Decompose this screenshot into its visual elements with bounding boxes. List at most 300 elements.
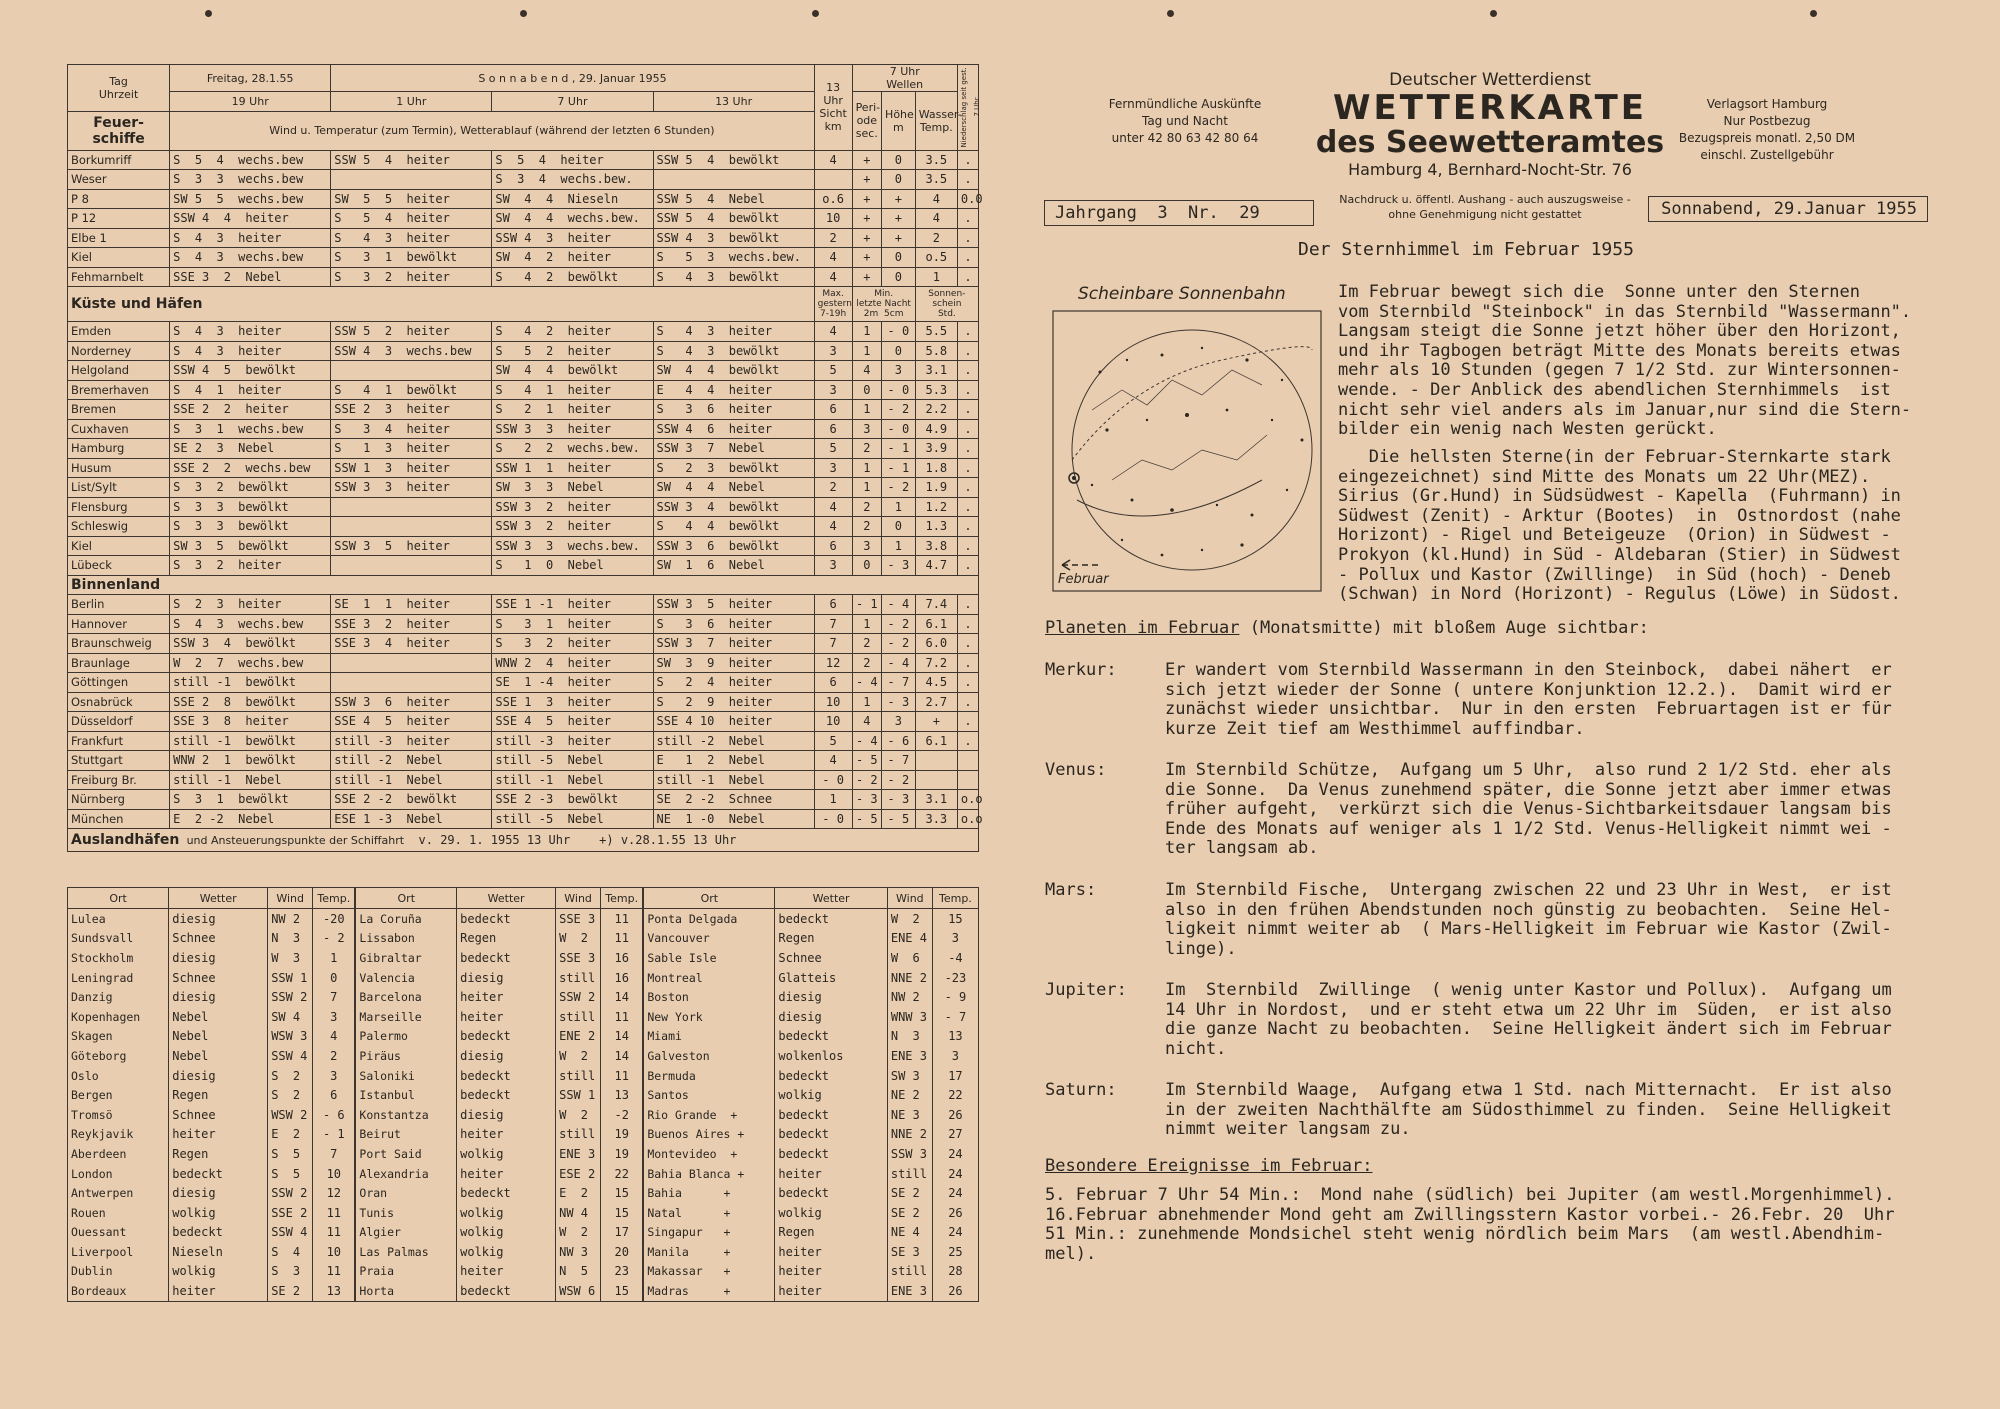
port-name: Port Said xyxy=(355,1144,456,1164)
observation-cell: SSW 3 6 heiter xyxy=(331,692,492,712)
value-cell: + xyxy=(915,712,957,732)
value-cell: o.o xyxy=(957,790,978,810)
time-7-header: 7 Uhr xyxy=(492,92,653,112)
planets-heading-suffix: (Monatsmitte) mit bloßem Auge sichtbar: xyxy=(1239,618,1649,638)
temperature: 24 xyxy=(932,1144,978,1164)
text-line: Im Februar bewegt sich die Sonne unter den Sternen xyxy=(1338,282,1860,302)
weather: Regen xyxy=(169,1085,268,1105)
observation-cell: S 3 2 heiter xyxy=(492,634,653,654)
temperature: - 6 xyxy=(313,1105,356,1125)
value-cell: 6 xyxy=(814,673,852,693)
wind: NW 4 xyxy=(556,1203,601,1223)
wind: SSW 1 xyxy=(268,968,313,988)
observation-cell: SW 3 9 heiter xyxy=(653,653,814,673)
text-line: die Sonne. Da Venus zunehmend später, die Sonne jetzt aber immer etwas xyxy=(1165,779,1892,800)
port-name: Sable Isle xyxy=(643,948,775,968)
value-cell: + xyxy=(852,248,881,268)
station-row xyxy=(68,556,979,576)
port-name: Stockholm xyxy=(68,948,169,968)
station-name: P 8 xyxy=(68,189,170,209)
punch-hole xyxy=(1810,10,1817,17)
port-name: Alexandria xyxy=(355,1164,456,1184)
observation-cell: SSE 1 3 heiter xyxy=(492,692,653,712)
value-cell: 3.8 xyxy=(915,536,957,556)
port-name: Gibraltar xyxy=(355,948,456,968)
wind: NE 4 xyxy=(887,1223,932,1243)
observation-cell: S 3 4 heiter xyxy=(331,419,492,439)
value-cell: 4 xyxy=(814,751,852,771)
auslandhaefen-title: Auslandhäfen xyxy=(71,832,180,848)
observation-cell: S 5 4 heiter xyxy=(492,150,653,170)
wind: W 6 xyxy=(887,948,932,968)
station-row xyxy=(68,341,979,361)
value-cell: - 6 xyxy=(882,731,916,751)
value-cell: . xyxy=(957,209,978,229)
text-line: Im Sternbild Waage, Aufgang etwa 1 Std. nach Mitternacht. Er ist also xyxy=(1165,1080,1892,1100)
value-cell: . xyxy=(957,497,978,517)
port-row xyxy=(68,929,979,949)
temperature: 3 xyxy=(313,1066,356,1086)
observation-cell: E 2 -2 Nebel xyxy=(170,809,331,829)
sonnenschein-header: Sonnen- schein Std. xyxy=(915,287,978,322)
port-name: Tromsö xyxy=(68,1105,169,1125)
port-name: Palermo xyxy=(355,1027,456,1047)
wind: SE 2 xyxy=(887,1203,932,1223)
value-cell: + xyxy=(852,189,881,209)
value-cell: - 2 xyxy=(882,400,916,420)
observation-cell: still -2 Nebel xyxy=(653,731,814,751)
temperature: 11 xyxy=(313,1223,356,1243)
value-cell: 5.8 xyxy=(915,341,957,361)
observation-cell: S 2 9 heiter xyxy=(653,692,814,712)
weather: diesig xyxy=(775,987,887,1007)
observation-cell: SSW 3 3 heiter xyxy=(331,478,492,498)
value-cell: 4.7 xyxy=(915,556,957,576)
station-row xyxy=(68,267,979,287)
observation-cell: S 4 3 heiter xyxy=(331,228,492,248)
observation-cell: S 3 2 bewölkt xyxy=(170,478,331,498)
weather: bedeckt xyxy=(775,1105,887,1125)
station-row xyxy=(68,497,979,517)
weather: bedeckt xyxy=(457,1066,556,1086)
observation-cell: S 3 3 bewölkt xyxy=(170,497,331,517)
wind: S 3 xyxy=(268,1262,313,1282)
port-name: Sundsvall xyxy=(68,929,169,949)
observation-cell: S 3 1 bewölkt xyxy=(331,248,492,268)
contact-line: Fernmündliche Auskünfte xyxy=(1108,97,1262,111)
value-cell: . xyxy=(957,170,978,190)
station-name: P 12 xyxy=(68,209,170,229)
port-name: Aberdeen xyxy=(68,1144,169,1164)
port-name: London xyxy=(68,1164,169,1184)
value-cell: - 1 xyxy=(882,458,916,478)
port-name: Danzig xyxy=(68,987,169,1007)
port-name: Istanbul xyxy=(355,1085,456,1105)
publisher-line: Nur Postbezug xyxy=(1723,114,1811,128)
port-name: Horta xyxy=(355,1281,456,1301)
temperature: 24 xyxy=(932,1164,978,1184)
observation-cell: SSW 4 5 bewölkt xyxy=(170,361,331,381)
value-cell: 3 xyxy=(814,341,852,361)
text-line: (Schwan) in Nord (Horizont) - Regulus (Löwe) in Südost. xyxy=(1338,584,1901,605)
value-cell: 1 xyxy=(882,497,916,517)
value-cell: . xyxy=(957,595,978,615)
weather: wolkenlos xyxy=(775,1046,887,1066)
temperature: 14 xyxy=(601,1046,644,1066)
observation-cell: S 3 2 heiter xyxy=(331,267,492,287)
wind: still xyxy=(556,1007,601,1027)
station-row xyxy=(68,731,979,751)
port-row xyxy=(68,1242,979,1262)
max-header: Max. gestern 7-19h xyxy=(814,287,852,322)
text-line: linge). xyxy=(1165,938,1237,959)
text-line: Südwest (Zenit) - Arktur (Bootes) in Ostnordost (nahe xyxy=(1338,505,1901,526)
station-row xyxy=(68,400,979,420)
planet-name: Mars: xyxy=(1045,880,1097,900)
observation-cell: S 3 6 heiter xyxy=(653,400,814,420)
port-name: Oslo xyxy=(68,1066,169,1086)
temperature: 4 xyxy=(313,1027,356,1047)
temperature: 24 xyxy=(932,1183,978,1203)
station-name: München xyxy=(68,809,170,829)
observation-cell: SSE 2 2 wechs.bew xyxy=(170,458,331,478)
wind: SSW 2 xyxy=(268,987,313,1007)
temperature: 3 xyxy=(932,929,978,949)
port-name: Piräus xyxy=(355,1046,456,1066)
weather: heiter xyxy=(457,1125,556,1145)
observation-cell: S 4 3 wechs.bew xyxy=(170,614,331,634)
observation-cell: WNW 2 4 heiter xyxy=(492,653,653,673)
text-line: nicht sehr viel anders als im Januar,nur sind die Stern- xyxy=(1338,399,1912,420)
observation-cell: SSW 3 6 bewölkt xyxy=(653,536,814,556)
value-cell: . xyxy=(957,419,978,439)
station-row xyxy=(68,458,979,478)
time-13-header: 13 Uhr xyxy=(653,92,814,112)
port-row xyxy=(68,909,979,929)
observation-cell: SSW 3 5 heiter xyxy=(331,536,492,556)
port-name: Bermuda xyxy=(643,1066,775,1086)
weather: wolkig xyxy=(457,1203,556,1223)
observation-cell: S 4 4 bewölkt xyxy=(653,517,814,537)
temperature: 11 xyxy=(601,909,644,929)
observation-cell: SSE 2 8 bewölkt xyxy=(170,692,331,712)
station-name: Hannover xyxy=(68,614,170,634)
observation-cell: SSW 3 4 bewölkt xyxy=(653,497,814,517)
station-name: Norderney xyxy=(68,341,170,361)
value-cell: o.6 xyxy=(814,189,852,209)
wind: WSW 3 xyxy=(268,1027,313,1047)
observation-cell: S 3 4 wechs.bew. xyxy=(492,170,653,190)
weather: diesig xyxy=(457,1105,556,1125)
day1-header: Freitag, 28.1.55 xyxy=(170,65,331,92)
value-cell: + xyxy=(852,209,881,229)
wind: NNE 2 xyxy=(887,968,932,988)
temperature: 28 xyxy=(932,1262,978,1282)
observation-cell: still -3 heiter xyxy=(331,731,492,751)
text-line: nimmt weiter langsam zu. xyxy=(1165,1119,1411,1140)
figure-label: Februar xyxy=(1058,572,1109,587)
value-cell: 1.3 xyxy=(915,517,957,537)
station-name: Hamburg xyxy=(68,439,170,459)
wind: SSW 4 xyxy=(268,1046,313,1066)
observation-cell: SSW 3 7 Nebel xyxy=(653,439,814,459)
value-cell: 3.9 xyxy=(915,439,957,459)
temperature: 24 xyxy=(932,1223,978,1243)
port-name: Buenos Aires + xyxy=(643,1125,775,1145)
value-cell: . xyxy=(957,692,978,712)
value-cell xyxy=(814,170,852,190)
station-name: Bremen xyxy=(68,400,170,420)
text-line: und ihr Tagbogen beträgt Mitte des Monats bereits etwas xyxy=(1338,340,1901,361)
temperature: - 1 xyxy=(313,1125,356,1145)
port-name: Göteborg xyxy=(68,1046,169,1066)
observation-cell: SSW 3 4 bewölkt xyxy=(170,634,331,654)
column-header: Ort xyxy=(355,888,456,909)
value-cell: 3.5 xyxy=(915,170,957,190)
contact-info xyxy=(1080,96,1290,147)
wind: E 2 xyxy=(268,1125,313,1145)
observation-cell: SSE 4 5 heiter xyxy=(492,712,653,732)
value-cell: . xyxy=(957,536,978,556)
periode-header: Peri- ode sec. xyxy=(852,92,881,151)
temperature: 13 xyxy=(601,1085,644,1105)
station-name: Frankfurt xyxy=(68,731,170,751)
observation-cell: SSE 2 -3 bewölkt xyxy=(492,790,653,810)
value-cell: + xyxy=(852,228,881,248)
wind: ENE 2 xyxy=(556,1027,601,1047)
auslandhaefen-date: v. 29. 1. 1955 13 Uhr xyxy=(418,833,571,847)
observation-cell: S 4 3 heiter xyxy=(653,322,814,342)
temperature: 22 xyxy=(932,1085,978,1105)
text-line: Prokyon (kl.Hund) in Süd - Aldebaran (Stier) in Südwest xyxy=(1338,544,1901,565)
weather: heiter xyxy=(457,1007,556,1027)
observation-cell: S 5 2 heiter xyxy=(492,341,653,361)
weather: wolkig xyxy=(457,1242,556,1262)
column-header: Temp. xyxy=(932,888,978,909)
weather: diesig xyxy=(457,1046,556,1066)
value-cell: 4 xyxy=(852,712,881,732)
weather: heiter xyxy=(457,987,556,1007)
port-row xyxy=(68,948,979,968)
port-name: Lissabon xyxy=(355,929,456,949)
observation-cell: SSW 3 2 heiter xyxy=(492,517,653,537)
station-row xyxy=(68,439,979,459)
kueste-section xyxy=(68,322,979,576)
station-name: Elbe 1 xyxy=(68,228,170,248)
value-cell: - 0 xyxy=(814,809,852,829)
value-cell: 4.9 xyxy=(915,419,957,439)
observation-cell: S 4 3 bewölkt xyxy=(653,267,814,287)
port-name: Beirut xyxy=(355,1125,456,1145)
planet-description xyxy=(1165,1081,1892,1140)
text-line: Langsam steigt die Sonne jetzt höher über den Horizont, xyxy=(1338,321,1901,342)
time-19-header: 19 Uhr xyxy=(170,92,331,112)
observation-cell xyxy=(331,170,492,190)
value-cell: - 0 xyxy=(814,770,852,790)
observation-cell: S 2 3 bewölkt xyxy=(653,458,814,478)
weather: diesig xyxy=(169,948,268,968)
value-cell: 1 xyxy=(852,341,881,361)
sicht-header: 13 Uhr Sicht km xyxy=(814,65,852,151)
weather: wolkig xyxy=(775,1085,887,1105)
wind: S 4 xyxy=(268,1242,313,1262)
weather: heiter xyxy=(169,1281,268,1301)
port-row xyxy=(68,1125,979,1145)
observation-cell: still -1 Nebel xyxy=(331,770,492,790)
port-name: Makassar + xyxy=(643,1262,775,1282)
observation-cell: SSW 4 6 heiter xyxy=(653,419,814,439)
planet-description xyxy=(1165,661,1892,739)
text-line: 5. Februar 7 Uhr 54 Min.: Mond nahe (südlich) bei Jupiter (am westl.Morgenhimmel). xyxy=(1045,1185,1895,1205)
observation-cell: SW 3 3 Nebel xyxy=(492,478,653,498)
port-name: Marseille xyxy=(355,1007,456,1027)
value-cell: 2 xyxy=(852,653,881,673)
value-cell: 1 xyxy=(915,267,957,287)
column-header: Wetter xyxy=(169,888,268,909)
value-cell: 5 xyxy=(814,439,852,459)
port-row xyxy=(68,1066,979,1086)
wind: WNW 3 xyxy=(887,1007,932,1027)
observation-cell: SW 5 5 wechs.bew xyxy=(170,189,331,209)
station-row xyxy=(68,751,979,771)
temperature: -23 xyxy=(932,968,978,988)
text-line: in der zweiten Nachthälfte am Südosthimmel zu finden. Seine Helligkeit xyxy=(1165,1099,1892,1120)
port-name: Antwerpen xyxy=(68,1183,169,1203)
station-row xyxy=(68,478,979,498)
port-name: Saloniki xyxy=(355,1066,456,1086)
wind: ESE 2 xyxy=(556,1164,601,1184)
station-name: Fehmarnbelt xyxy=(68,267,170,287)
station-name: Braunschweig xyxy=(68,634,170,654)
port-name: Bergen xyxy=(68,1085,169,1105)
temperature: - 7 xyxy=(932,1007,978,1027)
value-cell: 1 xyxy=(852,322,881,342)
observation-cell xyxy=(653,170,814,190)
observation-cell: still -5 Nebel xyxy=(492,809,653,829)
value-cell: 0 xyxy=(882,248,916,268)
value-cell: 6 xyxy=(814,595,852,615)
station-name: Osnabrück xyxy=(68,692,170,712)
observation-cell: SW 4 4 wechs.bew. xyxy=(492,209,653,229)
value-cell: 2 xyxy=(852,634,881,654)
weather: bedeckt xyxy=(775,1144,887,1164)
value-cell: 0 xyxy=(882,170,916,190)
wind: S 5 xyxy=(268,1164,313,1184)
value-cell: 3.1 xyxy=(915,790,957,810)
value-cell: - 1 xyxy=(882,439,916,459)
wind: ENE 3 xyxy=(887,1281,932,1301)
weather: heiter xyxy=(457,1262,556,1282)
observation-cell: SW 5 5 heiter xyxy=(331,189,492,209)
observation-cell: SW 4 4 Nieseln xyxy=(492,189,653,209)
value-cell: 7.2 xyxy=(915,653,957,673)
wind: SSW 3 xyxy=(887,1144,932,1164)
value-cell: 2 xyxy=(814,228,852,248)
port-name: Miami xyxy=(643,1027,775,1047)
text-line: wende. - Der Anblick des abendlichen Sternhimmels ist xyxy=(1338,379,1891,400)
weather: diesig xyxy=(169,1066,268,1086)
port-row xyxy=(68,1281,979,1301)
temperature: 7 xyxy=(313,1144,356,1164)
observation-cell: S 4 2 heiter xyxy=(492,322,653,342)
observation-cell: SSW 5 2 heiter xyxy=(331,322,492,342)
weather: Regen xyxy=(457,929,556,949)
station-name: Braunlage xyxy=(68,653,170,673)
station-name: Husum xyxy=(68,458,170,478)
masthead xyxy=(1310,70,1670,179)
value-cell xyxy=(915,751,957,771)
observation-cell: SSE 2 2 heiter xyxy=(170,400,331,420)
value-cell: . xyxy=(957,439,978,459)
observation-cell: S 4 3 heiter xyxy=(170,341,331,361)
value-cell: . xyxy=(957,634,978,654)
observation-cell: SSW 1 1 heiter xyxy=(492,458,653,478)
wind: SSW 2 xyxy=(556,987,601,1007)
wind: S 2 xyxy=(268,1085,313,1105)
weather: bedeckt xyxy=(457,1183,556,1203)
punch-hole xyxy=(205,10,212,17)
observation-cell: E 4 4 heiter xyxy=(653,380,814,400)
value-cell: 0.0 xyxy=(957,189,978,209)
observation-cell: S 5 4 wechs.bew xyxy=(170,150,331,170)
reprint-notice xyxy=(1320,192,1650,222)
temperature: 26 xyxy=(932,1203,978,1223)
wind: W 2 xyxy=(556,1046,601,1066)
value-cell: - 0 xyxy=(882,419,916,439)
observation-cell: SSW 5 4 heiter xyxy=(331,150,492,170)
text-line: die ganze Nacht zu beobachten. Seine Helligkeit ändert sich im Februar xyxy=(1165,1019,1892,1040)
weather: diesig xyxy=(169,987,268,1007)
value-cell: 3 xyxy=(852,419,881,439)
weather: Regen xyxy=(775,929,887,949)
station-row xyxy=(68,595,979,615)
text-line: früher aufgeht, verkürzt sich die Venus-Sichtbarkeitsdauer langsam bis xyxy=(1165,799,1892,820)
observation-cell: SSW 3 2 heiter xyxy=(492,497,653,517)
text-line: zunächst wieder unsichtbar. Nur in den ersten Februartagen ist er für xyxy=(1165,699,1892,720)
value-cell: . xyxy=(957,341,978,361)
temperature: 10 xyxy=(313,1242,356,1262)
value-cell: 4 xyxy=(814,517,852,537)
publisher-line: Verlagsort Hamburg xyxy=(1706,97,1828,111)
value-cell: - 3 xyxy=(882,556,916,576)
text-line: sich jetzt wieder der Sonne ( untere Konjunktion 12.2.). Damit wird er xyxy=(1165,679,1892,700)
observation-cell: SSW 3 5 heiter xyxy=(653,595,814,615)
value-cell: - 4 xyxy=(882,595,916,615)
temperature: 0 xyxy=(313,968,356,988)
temperature: - 2 xyxy=(313,929,356,949)
punch-hole xyxy=(1490,10,1497,17)
value-cell: 4 xyxy=(852,361,881,381)
observation-cell: SW 4 4 bewölkt xyxy=(492,361,653,381)
text-line: - Pollux und Kastor (Zwillinge) in Süd (hoch) - Deneb xyxy=(1338,564,1891,585)
planet-description xyxy=(1165,881,1892,959)
reprint-line: Nachdruck u. öffentl. Aushang - auch auszugsweise - xyxy=(1339,193,1631,206)
port-name: Lulea xyxy=(68,909,169,929)
value-cell xyxy=(957,770,978,790)
temperature: 15 xyxy=(601,1183,644,1203)
address: Hamburg 4, Bernhard-Nocht-Str. 76 xyxy=(1348,160,1632,179)
port-name: Reykjavik xyxy=(68,1125,169,1145)
observation-cell: SSW 3 7 heiter xyxy=(653,634,814,654)
wind: W 2 xyxy=(556,1105,601,1125)
port-name: New York xyxy=(643,1007,775,1027)
port-name: Praia xyxy=(355,1262,456,1282)
text-line: eingezeichnet) sind Mitte des Monats um 22 Uhr(MEZ). xyxy=(1338,466,1871,487)
value-cell xyxy=(915,770,957,790)
port-row xyxy=(68,1183,979,1203)
station-row xyxy=(68,380,979,400)
port-name: Dublin xyxy=(68,1262,169,1282)
